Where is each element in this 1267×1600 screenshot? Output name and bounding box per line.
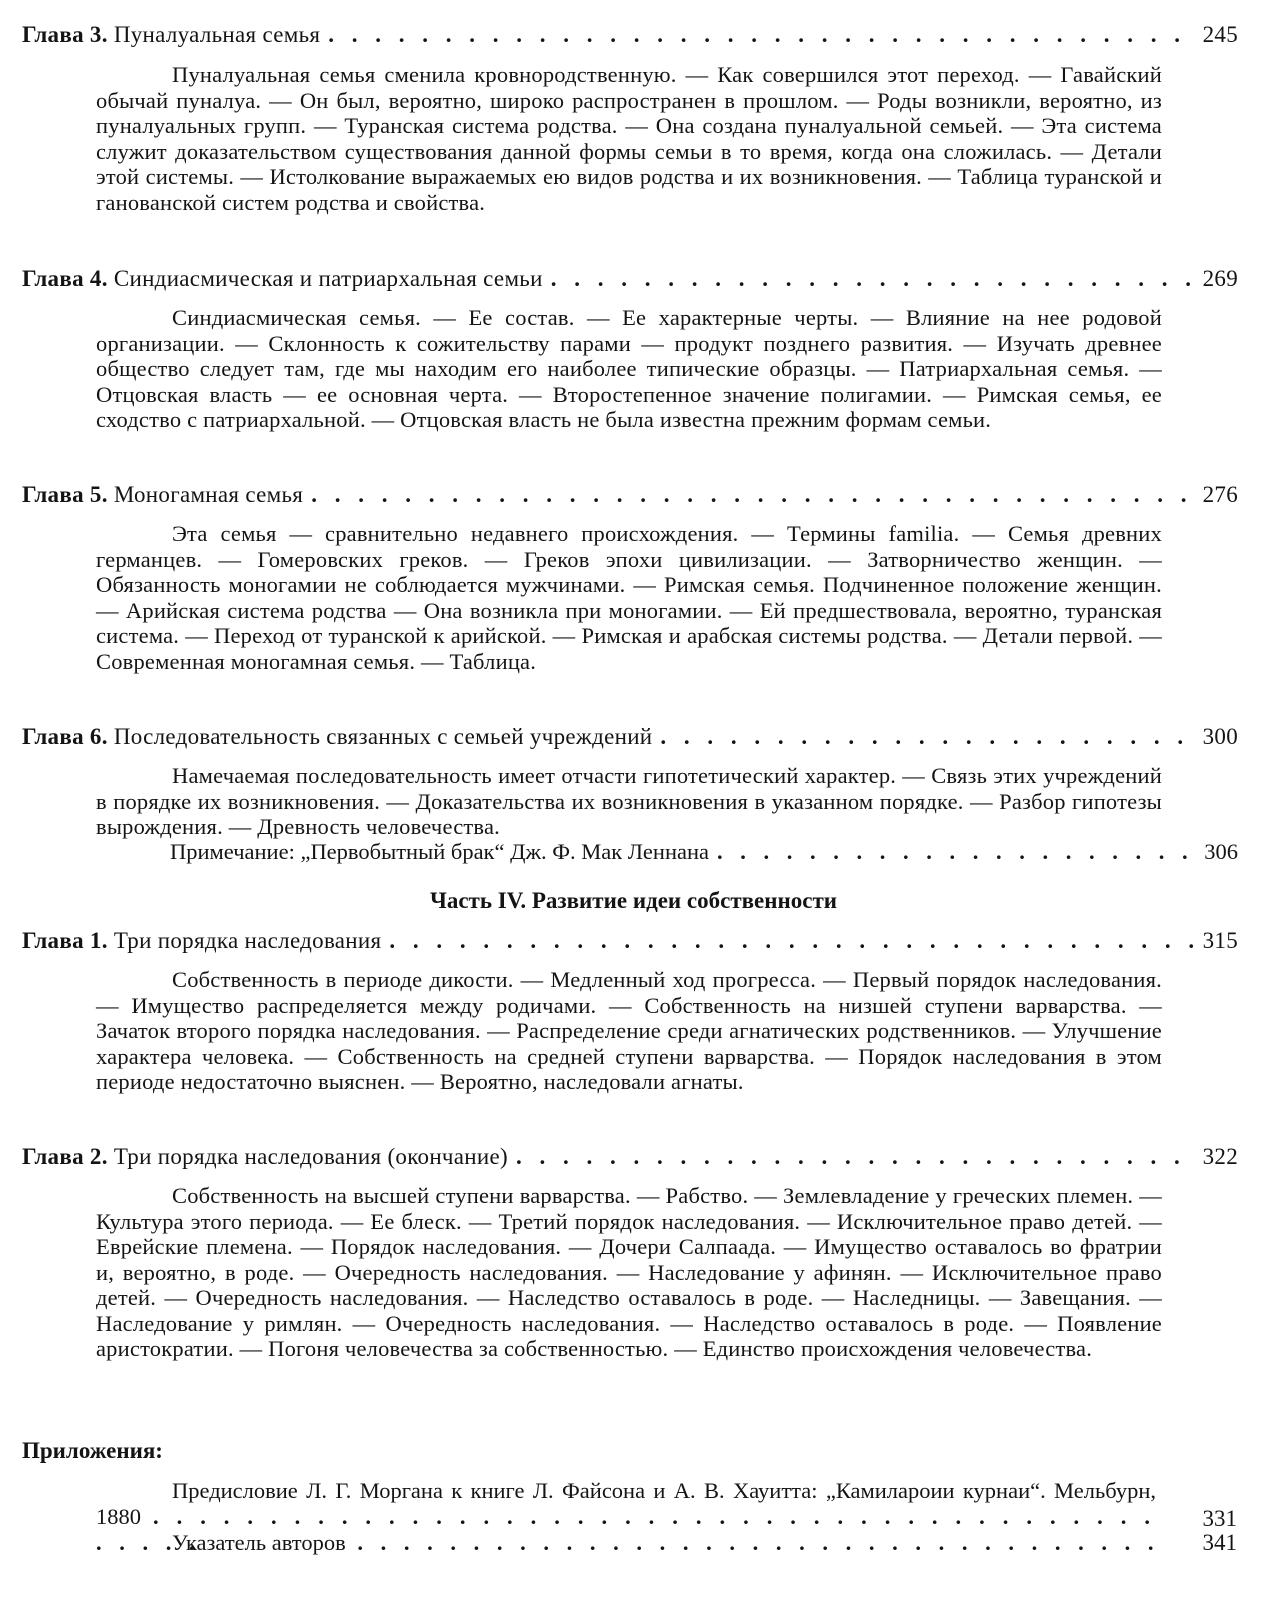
chapter-summary: Эта семья — сравнительно недавнего происхождения. — Термины familia. — Семья древних германцев. — Гомеровских греков. — Греков эпохи цивилизации. — Затворничество женщин. — Обязанность моногамии не соблюдается мужчинами. — Римская семья. Подчиненное положение женщин. — Арийская система родства — Она возникла при моногамии. — Ей предшествовала, вероятно, туранская система. — Переход от туранской к арийской. — Римская и арабская системы родства. — Детали первой. — Современная моногамная семья. — Таблица. bbox=[96, 521, 1162, 674]
page-number: 300 bbox=[1202, 724, 1238, 749]
chapter-heading bbox=[22, 20, 1238, 50]
chapter-title: Моногамная семья bbox=[113, 482, 304, 507]
note-title: Примечание: „Первобытный брак“ Дж. Ф. Мак Леннана bbox=[170, 839, 710, 864]
chapter-heading bbox=[22, 1142, 1238, 1172]
page-number: 315 bbox=[1202, 928, 1238, 953]
chapter-label: Глава 4. bbox=[22, 266, 108, 291]
leader-dots bbox=[346, 1530, 1162, 1555]
page-number: 341 bbox=[1202, 1530, 1237, 1555]
chapter-label: Глава 2. bbox=[22, 1144, 108, 1169]
chapter-title: Пуналуальная семья bbox=[113, 22, 321, 47]
appendix-item bbox=[172, 1530, 1162, 1556]
page-number: 245 bbox=[1202, 22, 1238, 47]
leader-dots bbox=[717, 838, 1194, 866]
page-number: 306 bbox=[1204, 839, 1238, 864]
page-number: 269 bbox=[1202, 266, 1238, 291]
chapter-title: Три порядка наследования bbox=[113, 928, 382, 953]
chapter-heading bbox=[22, 926, 1238, 956]
leader-dots bbox=[551, 264, 1193, 294]
chapter-label: Глава 6. bbox=[22, 724, 108, 749]
chapter-summary: Собственность на высшей ступени варварства. — Рабство. — Землевладение у греческих племен. — Культура этого периода. — Ее блеск. — Третий порядок наследования. — Исключительное право детей. — Еврейские племена. — Порядок наследования. — Дочери Салпаада. — Имущество оставалось во фратрии и, вероятно, в роде. — Очередность наследования. — Наследование у афинян. — Исключительное право детей. — Очередность наследования. — Наследство оставалось в роде. — Наследницы. — Завещания. — Наследование у римлян. — Очередность наследования. — Наследство оставалось в роде. — Появление аристократии. — Погоня человечества за собственностью. — Единство происхождения человечества. bbox=[96, 1183, 1162, 1361]
leader-dots bbox=[660, 722, 1192, 752]
page-number: 276 bbox=[1202, 482, 1238, 507]
chapter-title: Три порядка наследования (окончание) bbox=[113, 1144, 508, 1169]
appendix-item-title: Предисловие Л. Г. Моргана к книге Л. Файсона и А. В. Хауитта: „Камилароии курнаи“. Мельбурн, 1880 bbox=[96, 1478, 1156, 1529]
chapter-title: Синдиасмическая и патриархальная семьи bbox=[113, 266, 543, 291]
leader-dots bbox=[389, 926, 1192, 956]
chapter-heading bbox=[22, 264, 1238, 294]
chapter-label: Глава 3. bbox=[22, 22, 108, 47]
chapter-label: Глава 5. bbox=[22, 482, 108, 507]
leader-dots bbox=[328, 20, 1192, 50]
chapter-note bbox=[170, 838, 1238, 866]
chapter-summary: Собственность в периоде дикости. — Медленный ход прогресса. — Первый порядок наследования. — Имущество распределяется между родичами. — Собственность на низшей ступени варварства. — Зачаток второго порядка наследования. — Распределение среди агнатических родственников. — Улучшение характера человека. — Собственность на средней ступени варварства. — Порядок наследования в этом периоде недостаточно выяснен. — Вероятно, наследовали агнаты. bbox=[96, 967, 1162, 1094]
appendix-heading: Приложения: bbox=[22, 1438, 163, 1463]
chapter-summary: Пуналуальная семья сменила кровнородственную. — Как совершился этот переход. — Гавайский обычай пуналуа. — Он был, вероятно, широко распространен в прошлом. — Роды возникли, вероятно, из пуналуальных групп. — Туранская система родства. — Она создана пуналуальной семьей. — Эта система служит доказательством существования данной формы семьи в то время, когда она сложилась. — Детали этой системы. — Истолкование выражаемых ею видов родства и их возникновения. — Таблица туранской и ганованской систем родства и свойства. bbox=[96, 62, 1162, 215]
chapter-label: Глава 1. bbox=[22, 928, 108, 953]
chapter-heading bbox=[22, 722, 1238, 752]
leader-dots bbox=[516, 1142, 1193, 1172]
part-title: Часть IV. Развитие идеи собственности bbox=[429, 888, 838, 913]
chapter-summary: Намечаемая последовательность имеет отчасти гипотетический характер. — Связь этих учреждений в порядке их возникновения. — Доказательства их возникновения в указанном порядке. — Разбор гипотезы вырождения. — Древность человечества. bbox=[96, 763, 1162, 839]
page-number: 331 bbox=[1202, 1506, 1237, 1531]
appendix-item-title: Указатель авторов bbox=[172, 1530, 346, 1555]
chapter-heading bbox=[22, 480, 1238, 510]
chapter-summary: Синдиасмическая семья. — Ее состав. — Ее характерные черты. — Влияние на нее родовой организации. — Склонность к сожительству парами — продукт позднего развития. — Изучать древнее общество следует там, где мы находим его наиболее типические образцы. — Патриархальная семья. — Отцовская власть — ее основная черта. — Второстепенное значение полигамии. — Римская семья, ее сходство с патриархальной. — Отцовская власть не была известна прежним формам семьи. bbox=[96, 305, 1162, 432]
chapter-title: Последовательность связанных с семьей учреждений bbox=[113, 724, 653, 749]
leader-dots bbox=[311, 480, 1192, 510]
page-number: 322 bbox=[1202, 1144, 1238, 1169]
